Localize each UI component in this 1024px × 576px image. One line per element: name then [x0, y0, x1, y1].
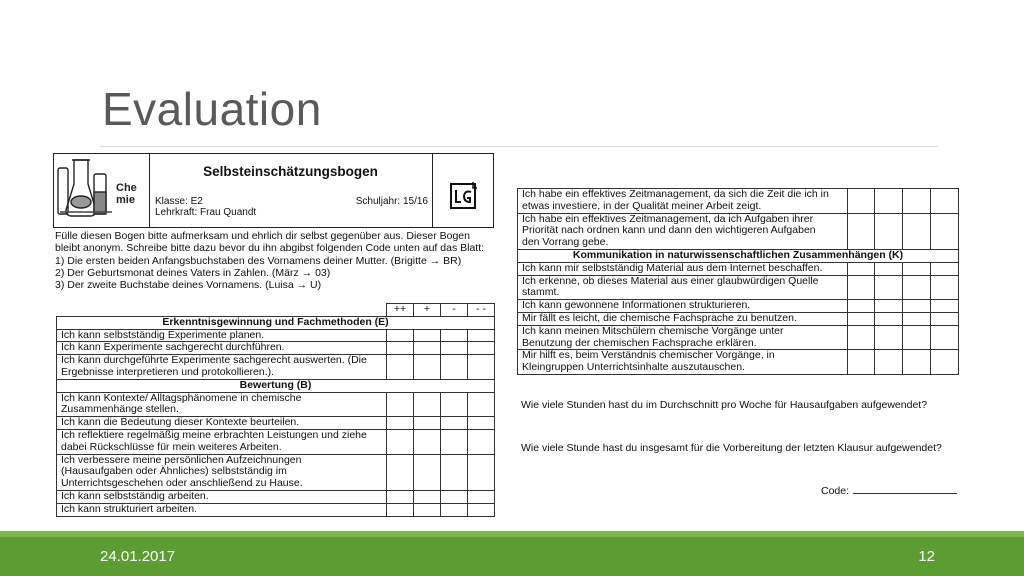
- table-row: Ich erkenne, ob dieses Material aus einer glaubwürdigen Quelle stammt.: [518, 275, 959, 300]
- rating-cell[interactable]: [931, 312, 959, 325]
- table-row: Ich kann Kontexte/ Alltagsphänomene in chemische Zusammenhänge stellen.: [57, 392, 495, 417]
- rating-cell[interactable]: [387, 454, 414, 490]
- rating-cell[interactable]: [414, 342, 441, 355]
- class-label: Klasse: E2: [155, 196, 203, 207]
- section-header-b: Bewertung (B): [57, 379, 495, 392]
- rating-cell[interactable]: [848, 312, 875, 325]
- table-row: Ich kann meinen Mitschülern chemische Vorgänge unter Benutzung der chemischen Fachsprache erklären.: [518, 325, 959, 350]
- table-row: Ich kann Experimente sachgerecht durchführen.: [57, 342, 495, 355]
- right-rating-table: [517, 188, 959, 375]
- rating-cell[interactable]: [387, 417, 414, 430]
- rating-cell[interactable]: [875, 325, 903, 350]
- rating-cell[interactable]: [441, 454, 468, 490]
- rating-header: - -: [468, 304, 495, 317]
- table-row: Ich kann strukturiert arbeiten.: [57, 503, 495, 516]
- rating-cell[interactable]: [468, 417, 495, 430]
- left-rating-table: [56, 303, 495, 517]
- table-row: Ich kann selbstständig arbeiten.: [57, 490, 495, 503]
- homework-hours-question: Wie viele Stunden hast du im Durchschnitt pro Woche für Hausaufgaben aufgewendet?: [521, 399, 928, 411]
- school-logo-icon: [433, 154, 492, 227]
- slide-title: Evaluation: [102, 83, 322, 135]
- rating-cell[interactable]: [468, 429, 495, 454]
- rating-cell[interactable]: [875, 213, 903, 249]
- table-row: Mir fällt es leicht, die chemische Fachsprache zu benutzen.: [518, 312, 959, 325]
- table-row: Ich verbessere meine persönlichen Aufzeichnungen (Hausaufgaben oder Ähnliches) selbstständig im Unterrichtsgeschehen oder anschließend zu Hause.: [57, 454, 495, 490]
- chemistry-logo-cell: [54, 154, 150, 227]
- rating-cell[interactable]: [931, 275, 959, 300]
- rating-cell[interactable]: [414, 392, 441, 417]
- rating-cell[interactable]: [931, 262, 959, 275]
- rating-cell[interactable]: [441, 503, 468, 516]
- rating-cell[interactable]: [903, 312, 931, 325]
- code-label: Code:: [821, 485, 850, 497]
- rating-cell[interactable]: [468, 342, 495, 355]
- rating-cell[interactable]: [414, 355, 441, 380]
- rating-cell[interactable]: [387, 329, 414, 342]
- form-left-page: [53, 153, 494, 520]
- table-row: Ich kann durchgeführte Experimente sachgerecht auswerten. (Die Ergebnisse interpretieren und protokollieren.).: [57, 355, 495, 380]
- table-row: Ich habe ein effektives Zeitmanagement, da ich Aufgaben ihrer Priorität nach ordnen kann und dann den wichtigeren Aufgaben den Vorrang gebe.: [518, 213, 959, 249]
- rating-cell[interactable]: [468, 490, 495, 503]
- table-row: Ich kann die Bedeutung dieser Kontexte beurteilen.: [57, 417, 495, 430]
- rating-cell[interactable]: [387, 490, 414, 503]
- rating-cell[interactable]: [931, 213, 959, 249]
- rating-cell[interactable]: [931, 189, 959, 214]
- rating-header: +: [414, 304, 441, 317]
- code-input-line[interactable]: [853, 484, 957, 494]
- rating-cell[interactable]: [414, 429, 441, 454]
- rating-cell[interactable]: [387, 355, 414, 380]
- instruction-line: bleibt anonym. Schreibe bitte dazu bevor du ihn abgibst folgenden Code unten auf das Blatt:: [55, 242, 485, 255]
- rating-cell[interactable]: [931, 300, 959, 313]
- rating-cell[interactable]: [441, 392, 468, 417]
- rating-header: ++: [387, 304, 414, 317]
- rating-cell[interactable]: [468, 454, 495, 490]
- table-row: Mir hilft es, beim Verständnis chemischer Vorgänge, in Kleingruppen Unterrichtsinhalte auszutauschen.: [518, 350, 959, 375]
- rating-cell[interactable]: [903, 189, 931, 214]
- section-header-e: Erkenntnisgewinnung und Fachmethoden (E): [57, 316, 495, 329]
- section-header-k: Kommunikation in naturwissenschaftlichen Zusammenhängen (K): [518, 249, 959, 262]
- title-divider: [100, 146, 938, 147]
- table-row: Ich habe ein effektives Zeitmanagement, da sich die Zeit die ich in etwas investiere, in der Qualität meiner Arbeit zeigt.: [518, 189, 959, 214]
- rating-cell[interactable]: [468, 355, 495, 380]
- rating-cell[interactable]: [414, 417, 441, 430]
- rating-cell[interactable]: [848, 325, 875, 350]
- form-title: Selbsteinschätzungsbogen: [203, 164, 378, 179]
- rating-cell[interactable]: [903, 275, 931, 300]
- rating-cell[interactable]: [468, 392, 495, 417]
- school-year-label: Schuljahr: 15/16: [355, 196, 428, 207]
- instruction-line: 2) Der Geburtsmonat deines Vaters in Zahlen. (März → 03): [55, 266, 331, 279]
- rating-cell[interactable]: [387, 392, 414, 417]
- rating-cell[interactable]: [441, 417, 468, 430]
- rating-cell[interactable]: [903, 300, 931, 313]
- rating-cell[interactable]: [931, 325, 959, 350]
- rating-cell[interactable]: [848, 189, 875, 214]
- rating-cell[interactable]: [387, 429, 414, 454]
- table-row: Ich kann mir selbstständig Material aus dem Internet beschaffen.: [518, 262, 959, 275]
- form-instructions: [55, 230, 495, 291]
- instruction-line: 3) Der zweite Buchstabe deines Vornamens. (Luisa → U): [55, 279, 322, 292]
- rating-cell[interactable]: [848, 213, 875, 249]
- rating-cell[interactable]: [875, 189, 903, 214]
- chemistry-logo-text: Che mie: [116, 182, 137, 206]
- rating-cell[interactable]: [875, 275, 903, 300]
- rating-cell[interactable]: [414, 503, 441, 516]
- table-row: Ich kann selbstständig Experimente planen.: [57, 329, 495, 342]
- rating-cell[interactable]: [903, 350, 931, 375]
- rating-cell[interactable]: [875, 300, 903, 313]
- rating-cell[interactable]: [441, 490, 468, 503]
- rating-cell[interactable]: [848, 300, 875, 313]
- rating-cell[interactable]: [414, 490, 441, 503]
- table-row: Ich reflektiere regelmäßig meine erbrachten Leistungen und ziehe dabei Rückschlüsse für mein weiteres Arbeiten.: [57, 429, 495, 454]
- rating-cell[interactable]: [441, 355, 468, 380]
- rating-cell[interactable]: [848, 350, 875, 375]
- form-title-cell: [149, 154, 432, 227]
- instruction-line: Fülle diesen Bogen bitte aufmerksam und ehrlich dir selbst gegenüber aus. Dieser Bogen: [55, 230, 470, 242]
- school-logo-cell: [432, 154, 494, 227]
- exam-prep-hours-question: Wie viele Stunde hast du insgesamt für die Vorbereitung der letzten Klausur aufgewendet?: [521, 442, 942, 454]
- rating-cell[interactable]: [441, 329, 468, 342]
- table-row: Ich kann gewonnene Informationen strukturieren.: [518, 300, 959, 313]
- rating-cell[interactable]: [387, 342, 414, 355]
- rating-cell[interactable]: [414, 329, 441, 342]
- rating-cell[interactable]: [903, 325, 931, 350]
- rating-cell[interactable]: [468, 503, 495, 516]
- rating-cell[interactable]: [875, 312, 903, 325]
- rating-cell[interactable]: [903, 213, 931, 249]
- rating-cell[interactable]: [875, 350, 903, 375]
- rating-cell[interactable]: [441, 342, 468, 355]
- rating-cell[interactable]: [387, 503, 414, 516]
- rating-cell[interactable]: [441, 429, 468, 454]
- code-field: [821, 484, 957, 497]
- rating-cell[interactable]: [903, 262, 931, 275]
- rating-cell[interactable]: [414, 454, 441, 490]
- rating-cell[interactable]: [931, 350, 959, 375]
- form-header: [53, 153, 494, 228]
- footer-date: 24.01.2017: [100, 548, 176, 565]
- slide-number: 12: [918, 548, 935, 565]
- teacher-label: Lehrkraft: Frau Quandt: [155, 207, 257, 218]
- rating-cell[interactable]: [875, 262, 903, 275]
- rating-cell[interactable]: [468, 329, 495, 342]
- rating-header-row: [57, 304, 495, 317]
- instruction-line: 1) Die ersten beiden Anfangsbuchstaben des Vornamens deiner Mutter. (Brigitte → BR): [55, 254, 462, 267]
- rating-cell[interactable]: [848, 275, 875, 300]
- rating-cell[interactable]: [848, 262, 875, 275]
- rating-header: -: [441, 304, 468, 317]
